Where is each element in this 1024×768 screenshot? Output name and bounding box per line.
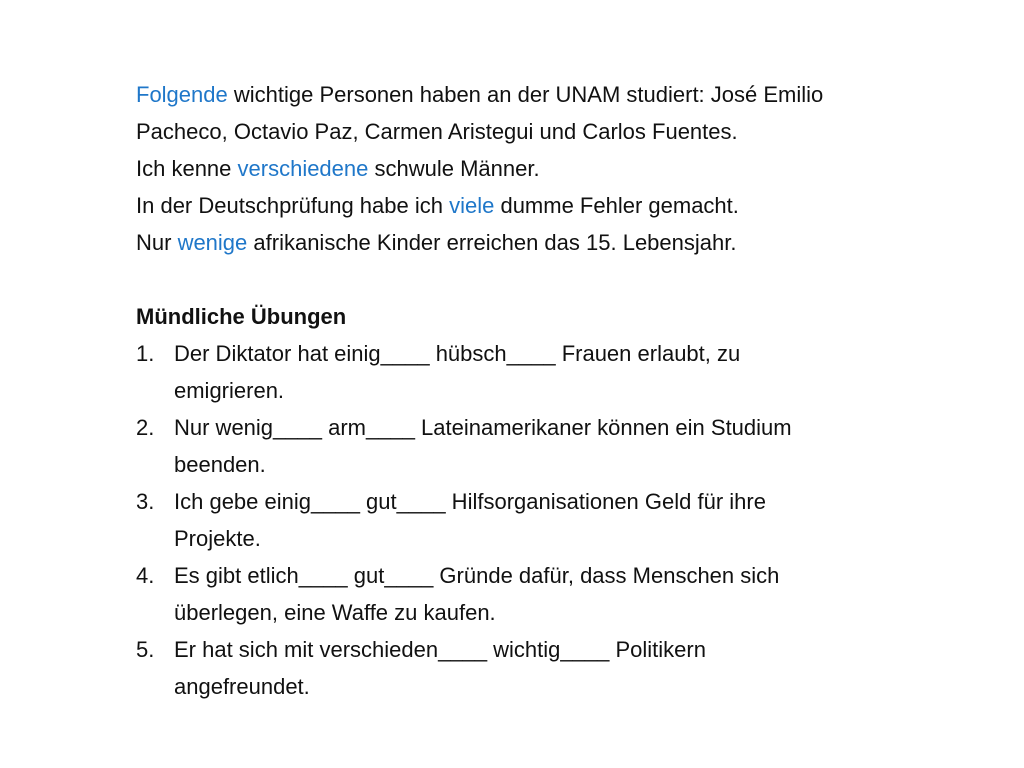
exercise-item bbox=[136, 483, 956, 557]
exercise-text bbox=[174, 335, 956, 409]
section-heading: Mündliche Übungen bbox=[136, 304, 347, 329]
exercise-line: Es gibt etlich____ gut____ Gründe dafür, dass Menschen sich bbox=[174, 563, 780, 588]
highlight-word: wenige bbox=[177, 230, 248, 255]
exercise-line: emigrieren. bbox=[174, 378, 285, 403]
intro-line bbox=[136, 76, 956, 113]
intro-line bbox=[136, 224, 956, 261]
exercise-line: Ich gebe einig____ gut____ Hilfsorganisationen Geld für ihre bbox=[174, 489, 766, 514]
exercise-number: 1. bbox=[136, 341, 155, 366]
exercise-line: angefreundet. bbox=[174, 674, 310, 699]
spacer bbox=[136, 261, 956, 298]
exercise-item bbox=[136, 557, 956, 631]
exercise-item bbox=[136, 335, 956, 409]
exercise-number: 4. bbox=[136, 563, 155, 588]
line-text: Ich kenne bbox=[136, 156, 238, 181]
exercise-number: 3. bbox=[136, 489, 155, 514]
line-text: wichtige Personen haben an der UNAM studiert: José Emilio bbox=[227, 82, 824, 107]
exercise-number: 5. bbox=[136, 637, 155, 662]
highlight-word: verschiedene bbox=[237, 156, 369, 181]
highlight-word: Folgende bbox=[136, 82, 228, 107]
line-text: dumme Fehler gemacht. bbox=[494, 193, 739, 218]
exercise-text bbox=[174, 557, 956, 631]
line-text: afrikanische Kinder erreichen das 15. Lebensjahr. bbox=[247, 230, 737, 255]
highlight-word: viele bbox=[449, 193, 495, 218]
exercise-number: 2. bbox=[136, 415, 155, 440]
exercise-line: Projekte. bbox=[174, 526, 261, 551]
exercise-line: Der Diktator hat einig____ hübsch____ Frauen erlaubt, zu bbox=[174, 341, 741, 366]
exercise-line: überlegen, eine Waffe zu kaufen. bbox=[174, 600, 496, 625]
line-text: Nur bbox=[136, 230, 178, 255]
exercise-item bbox=[136, 631, 956, 705]
line-text: In der Deutschprüfung habe ich bbox=[136, 193, 450, 218]
exercise-line: Nur wenig____ arm____ Lateinamerikaner können ein Studium bbox=[174, 415, 792, 440]
intro-line bbox=[136, 113, 956, 150]
exercise-line: beenden. bbox=[174, 452, 266, 477]
exercise-line: Er hat sich mit verschieden____ wichtig____ Politikern bbox=[174, 637, 706, 662]
intro-line bbox=[136, 187, 956, 224]
exercise-item bbox=[136, 409, 956, 483]
line-text: schwule Männer. bbox=[368, 156, 540, 181]
exercise-text bbox=[174, 409, 956, 483]
exercise-text bbox=[174, 483, 956, 557]
slide-content bbox=[136, 76, 956, 705]
line-text: Pacheco, Octavio Paz, Carmen Aristegui und Carlos Fuentes. bbox=[136, 119, 738, 144]
exercise-text bbox=[174, 631, 956, 705]
intro-line bbox=[136, 150, 956, 187]
